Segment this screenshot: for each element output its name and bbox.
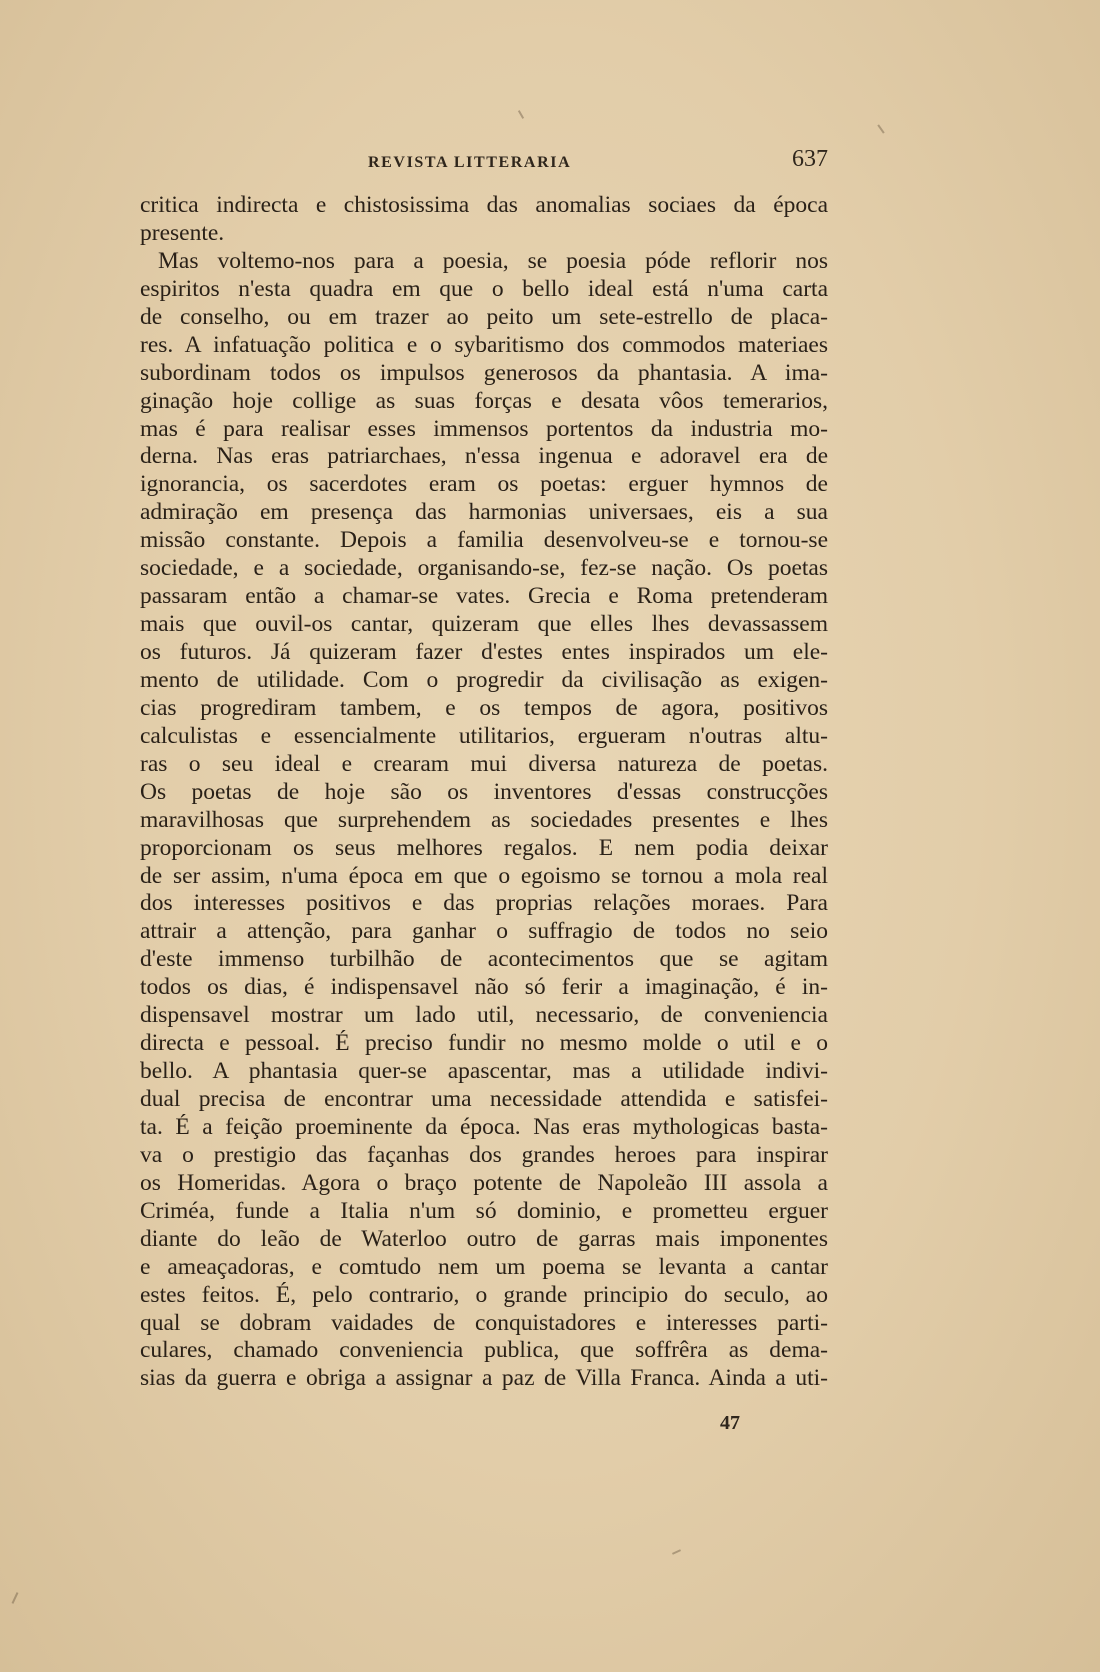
text-line: culares, chamado conveniencia publica, que soffrêra as dema- [140, 1337, 828, 1364]
text-line: Os poetas de hoje são os inventores d'essas construcções [140, 778, 828, 805]
text-line: admiração em presença das harmonias universaes, eis a sua [140, 499, 828, 526]
text-line: cias progrediram tambem, e os tempos de agora, positivos [140, 694, 828, 721]
text-line: derna. Nas eras patriarchaes, n'essa ingenua e adoravel era de [140, 443, 828, 470]
text-line: bello. A phantasia quer-se apascentar, mas a utilidade indivi- [140, 1058, 828, 1085]
paper-speck [12, 1592, 19, 1604]
text-line: espiritos n'esta quadra em que o bello ideal está n'uma carta [140, 275, 828, 302]
text-line: todos os dias, é indispensavel não só ferir a imaginação, é in- [140, 974, 828, 1001]
text-line: ignorancia, os sacerdotes eram os poetas: erguer hymnos de [140, 471, 828, 498]
text-line: ta. É a feição proeminente da época. Nas eras mythologicas basta- [140, 1113, 828, 1140]
text-line: os futuros. Já quizeram fazer d'estes entes inspirados um ele- [140, 639, 828, 665]
paper-speck [672, 1549, 681, 1555]
text-line: estes feitos. É, pelo contrario, o grande principio do seculo, ao [140, 1281, 828, 1308]
text-line: critica indirecta e chistosissima das anomalias sociaes da época [140, 192, 828, 218]
text-line: sias da guerra e obriga a assignar a paz de Villa Franca. Ainda a uti- [140, 1365, 828, 1392]
paper-speck [877, 124, 884, 133]
text-line: missão constante. Depois a familia desenvolveu-se e tornou-se [140, 527, 828, 554]
text-line: va o prestigio das façanhas dos grandes heroes para inspirar [140, 1141, 828, 1168]
paper-speck [518, 110, 524, 119]
text-line: dual precisa de encontrar uma necessidade attendida e satisfei- [140, 1086, 828, 1112]
text-line: subordinam todos os impulsos generosos da phantasia. A ima- [140, 359, 828, 386]
text-line: d'este immenso turbilhão de acontecimentos que se agitam [140, 946, 828, 973]
text-line: directa e pessoal. É preciso fundir no mesmo molde o util e o [140, 1030, 828, 1057]
text-line: proporcionam os seus melhores regalos. E nem podia deixar [140, 834, 828, 861]
text-line: dispensavel mostrar um lado util, necessario, de conveniencia [140, 1002, 828, 1029]
text-line: mento de utilidade. Com o progredir da civilisação as exigen- [140, 666, 828, 693]
text-line: diante do leão de Waterloo outro de garras mais imponentes [140, 1225, 828, 1252]
text-line: ginação hoje collige as suas forças e desata vôos temerarios, [140, 387, 828, 414]
text-line: mas é para realisar esses immensos portentos da industria mo- [140, 415, 828, 442]
text-line: presente. [140, 219, 225, 246]
text-line: calculistas e essencialmente utilitarios, ergueram n'outras altu- [140, 722, 828, 749]
page-number: 637 [792, 146, 828, 172]
text-line: Mas voltemo-nos para a poesia, se poesia póde reflorir nos [158, 247, 828, 274]
text-line: de conselho, ou em trazer ao peito um sete-estrello de placa- [140, 303, 828, 330]
running-head [140, 146, 828, 176]
text-line: attrair a attenção, para ganhar o suffragio de todos no seio [140, 918, 828, 945]
text-line: Criméa, funde a Italia n'um só dominio, e prometteu erguer [140, 1197, 828, 1224]
text-line: qual se dobram vaidades de conquistadores e interesses parti- [140, 1309, 828, 1336]
running-title: REVISTA LITTERARIA [368, 154, 572, 171]
text-line: dos interesses positivos e das proprias relações moraes. Para [140, 890, 828, 917]
text-line: ras o seu ideal e crearam mui diversa natureza de poetas. [140, 750, 828, 777]
text-line: sociedade, e a sociedade, organisando-se, fez-se nação. Os poetas [140, 555, 828, 582]
text-line: e ameaçadoras, e comtudo nem um poema se levanta a cantar [140, 1253, 828, 1280]
signature-mark: 47 [720, 1412, 740, 1434]
text-line: res. A infatuação politica e o sybaritismo dos commodos materiaes [140, 331, 828, 358]
text-line: passaram então a chamar-se vates. Grecia e Roma pretenderam [140, 583, 828, 610]
text-line: mais que ouvil-os cantar, quizeram que elles lhes devassassem [140, 611, 828, 638]
text-line: de ser assim, n'uma época em que o egoismo se tornou a mola real [140, 862, 828, 889]
text-line: maravilhosas que surprehendem as sociedades presentes e lhes [140, 806, 828, 833]
body-text [140, 192, 828, 1393]
text-line: os Homeridas. Agora o braço potente de Napoleão III assola a [140, 1169, 828, 1196]
